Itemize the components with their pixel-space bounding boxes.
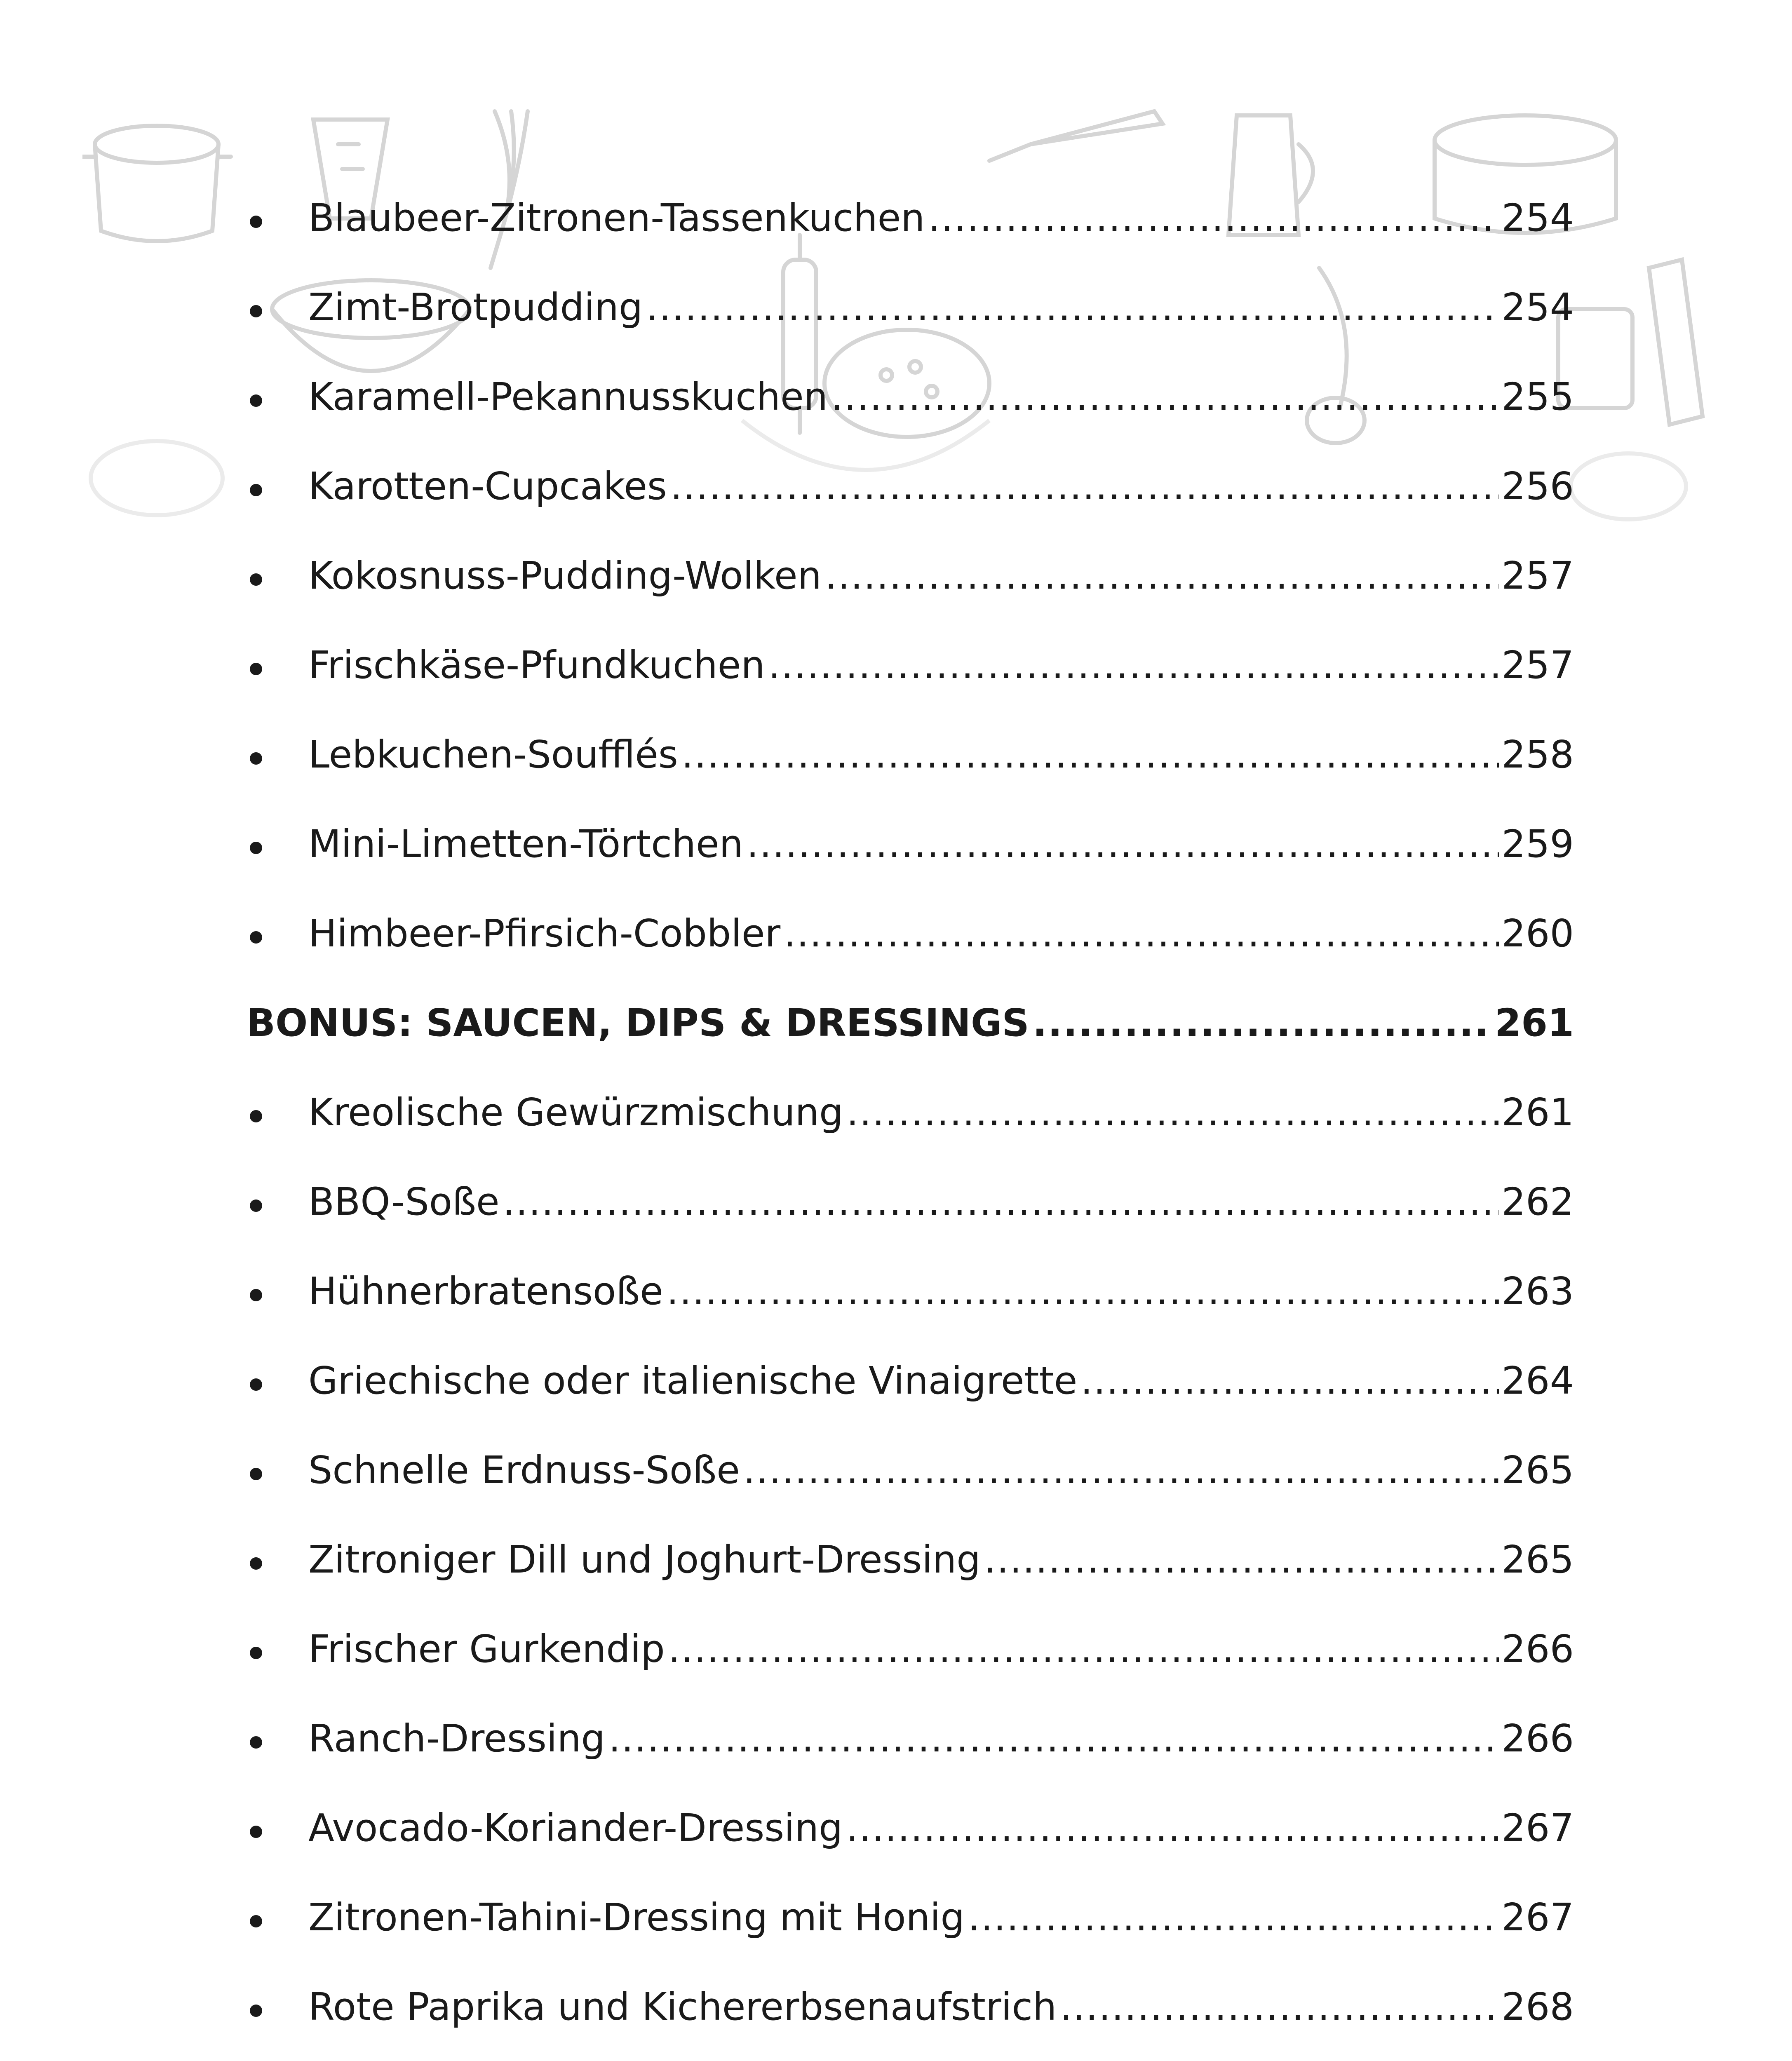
knife-icon xyxy=(989,111,1163,161)
bullet-icon xyxy=(250,1647,262,1659)
dot-leader xyxy=(831,378,1499,416)
toc-page-number: 256 xyxy=(1501,464,1574,508)
toc-entry[interactable] xyxy=(247,799,1574,889)
bullet-icon xyxy=(250,216,262,228)
toc-entry[interactable] xyxy=(247,1783,1574,1873)
toc-entry-label: Kreolische Gewürzmischung xyxy=(308,1090,843,1134)
toc-entry[interactable] xyxy=(247,263,1574,352)
toc-entry[interactable] xyxy=(247,531,1574,620)
toc-page-number: 255 xyxy=(1501,374,1574,419)
toc-entry[interactable] xyxy=(247,1515,1574,1604)
bullet-icon xyxy=(250,1736,262,1749)
toc-entry[interactable] xyxy=(247,710,1574,799)
toc-page-number: 263 xyxy=(1501,1269,1574,1313)
dot-leader xyxy=(747,825,1499,863)
toc-page-number: 265 xyxy=(1501,1537,1574,1582)
dot-leader xyxy=(667,1272,1499,1310)
toc-entry[interactable] xyxy=(247,1604,1574,1694)
dot-leader xyxy=(670,467,1499,505)
dot-leader xyxy=(503,1183,1499,1221)
toc-heading-label: BONUS: SAUCEN, DIPS & DRESSINGS xyxy=(247,1000,1029,1045)
bullet-icon xyxy=(250,752,262,765)
bullet-icon xyxy=(250,1915,262,1927)
dot-leader xyxy=(768,646,1499,684)
bullet-icon xyxy=(250,573,262,586)
bullet-icon xyxy=(250,1200,262,1212)
toc-entry-label: Blaubeer-Zitronen-Tassenkuchen xyxy=(308,195,925,240)
bullet-icon xyxy=(250,1110,262,1122)
toc-entry[interactable] xyxy=(247,1246,1574,1336)
toc-page-number: 254 xyxy=(1501,285,1574,329)
toc-entry[interactable] xyxy=(247,173,1574,263)
toc-entry-label: Avocado-Koriander-Dressing xyxy=(308,1805,843,1850)
bullet-icon xyxy=(250,663,262,675)
toc-entry[interactable] xyxy=(247,1068,1574,1157)
dot-leader xyxy=(928,199,1499,237)
toc-entry[interactable] xyxy=(247,441,1574,531)
toc-entry[interactable] xyxy=(247,1425,1574,1515)
toc-entry-label: BBQ-Soße xyxy=(308,1179,500,1224)
toc-entry-label: Himbeer-Pfirsich-Cobbler xyxy=(308,911,781,955)
bullet-icon xyxy=(250,842,262,854)
bullet-icon xyxy=(250,2005,262,2017)
bullet-icon xyxy=(250,1826,262,1838)
toc-entry-label: Zitronen-Tahini-Dressing mit Honig xyxy=(308,1895,965,1939)
toc-entry[interactable] xyxy=(247,352,1574,441)
dot-leader xyxy=(984,1541,1499,1579)
toc-page-number: 257 xyxy=(1501,643,1574,687)
toc-page-number: 268 xyxy=(1501,1984,1574,2029)
bullet-icon xyxy=(250,484,262,496)
toc-entry-label: Lebkuchen-Soufflés xyxy=(308,732,678,777)
dot-leader xyxy=(825,557,1499,595)
toc-page-number: 261 xyxy=(1501,1090,1574,1134)
toc-entry-label: Hühnerbratensoße xyxy=(308,1269,663,1313)
toc-entry[interactable] xyxy=(247,1336,1574,1425)
toc-entry-label: Schnelle Erdnuss-Soße xyxy=(308,1448,740,1492)
toc-entry[interactable] xyxy=(247,620,1574,710)
bullet-icon xyxy=(250,931,262,944)
dot-leader xyxy=(681,736,1499,774)
toc-page-number: 261 xyxy=(1494,1000,1574,1045)
toc-entry-label: Rote Paprika und Kichererbsenaufstrich xyxy=(308,1984,1057,2029)
toc-page-number: 267 xyxy=(1501,1895,1574,1939)
toc-page-number: 266 xyxy=(1501,1716,1574,1761)
toc-entry-label: Griechische oder italienische Vinaigrette xyxy=(308,1358,1078,1403)
toc-section-heading[interactable] xyxy=(247,978,1574,1068)
toc-entry-label: Kokosnuss-Pudding-Wolken xyxy=(308,553,822,598)
toc-page-number: 260 xyxy=(1501,911,1574,955)
dot-leader xyxy=(1060,1988,1499,2026)
bullet-icon xyxy=(250,1468,262,1480)
dot-leader xyxy=(968,1899,1499,1937)
dot-leader xyxy=(1080,1362,1499,1400)
toc-entry-label: Frischkäse-Pfundkuchen xyxy=(308,643,765,687)
bullet-icon xyxy=(250,305,262,317)
toc-page-number: 257 xyxy=(1501,553,1574,598)
dot-leader xyxy=(846,1094,1499,1131)
dot-leader xyxy=(743,1451,1499,1489)
dot-leader xyxy=(1033,1004,1492,1042)
toc-page-number: 254 xyxy=(1501,195,1574,240)
toc-entry-label: Mini-Limetten-Törtchen xyxy=(308,822,743,866)
toc-entry-label: Karotten-Cupcakes xyxy=(308,464,667,508)
toc-entry[interactable] xyxy=(247,1962,1574,2052)
dot-leader xyxy=(846,1809,1499,1847)
toc-page-number: 265 xyxy=(1501,1448,1574,1492)
bullet-icon xyxy=(250,1557,262,1570)
dot-leader xyxy=(784,915,1499,953)
bullet-icon xyxy=(250,394,262,407)
toc-entry[interactable] xyxy=(247,1694,1574,1783)
dot-leader xyxy=(668,1630,1499,1668)
toc-page-number: 264 xyxy=(1501,1358,1574,1403)
dot-leader xyxy=(608,1720,1499,1758)
table-of-contents xyxy=(247,173,1574,2061)
toc-entry[interactable] xyxy=(247,1873,1574,1962)
toc-page-number: 258 xyxy=(1501,732,1574,777)
bullet-icon xyxy=(250,1289,262,1301)
toc-page-number: 267 xyxy=(1501,1805,1574,1850)
toc-page-number: 262 xyxy=(1501,1179,1574,1224)
toc-entry-label: Karamell-Pekannusskuchen xyxy=(308,374,828,419)
toc-entry[interactable] xyxy=(247,889,1574,978)
toc-entry-label: Ranch-Dressing xyxy=(308,1716,606,1761)
toc-entry[interactable] xyxy=(247,1157,1574,1246)
toc-entry[interactable] xyxy=(247,2052,1574,2061)
cooking-pot-icon xyxy=(82,126,231,241)
bullet-icon xyxy=(250,1378,262,1391)
toc-entry-label: Zimt-Brotpudding xyxy=(308,285,643,329)
dot-leader xyxy=(646,289,1499,326)
toc-entry-label: Zitroniger Dill und Joghurt-Dressing xyxy=(308,1537,981,1582)
toc-entry-label: Frischer Gurkendip xyxy=(308,1627,665,1671)
toc-page-number: 259 xyxy=(1501,822,1574,866)
toc-page-number: 266 xyxy=(1501,1627,1574,1671)
